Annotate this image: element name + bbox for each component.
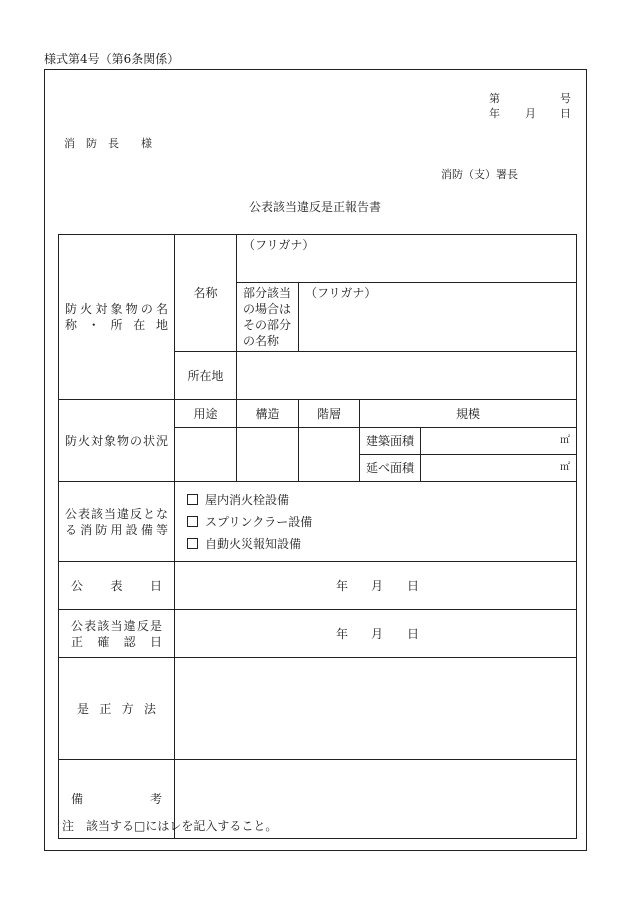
section-name-address <box>59 235 175 400</box>
equipment-options <box>175 482 577 562</box>
option-indoor-hydrant[interactable] <box>175 489 576 511</box>
option-fire-alarm-label: 自動火災報知設備 <box>205 536 302 551</box>
building-area-field[interactable] <box>421 428 577 455</box>
number-suffix: 号 <box>560 92 571 105</box>
partial-label-cell <box>237 283 299 352</box>
correction-date-day: 日 <box>407 626 420 641</box>
structure-header <box>237 400 299 428</box>
date-day: 日 <box>560 107 571 120</box>
section-equipment-label: 公表該当違反となる消防用設備等 <box>65 506 168 537</box>
date-month: 月 <box>525 107 536 120</box>
total-floor-area-field[interactable] <box>421 455 577 482</box>
partial-label: 部分該当の場合はその部分の名称 <box>243 286 292 348</box>
total-floor-area-label-cell <box>360 455 421 482</box>
date-year: 年 <box>489 107 500 120</box>
address-label: 所在地 <box>187 368 224 383</box>
publication-date-label-cell <box>59 562 175 610</box>
floors-field[interactable] <box>299 428 360 482</box>
building-area-label-cell <box>360 428 421 455</box>
total-floor-area-unit: ㎡ <box>560 462 571 473</box>
option-sprinkler[interactable] <box>175 511 576 533</box>
page-title: 公表該当違反是正報告書 <box>248 200 381 214</box>
option-indoor-hydrant-label: 屋内消火栓設備 <box>205 492 290 507</box>
method-field[interactable] <box>175 658 577 760</box>
structure-field[interactable] <box>237 428 299 482</box>
publication-date-day: 日 <box>407 578 420 593</box>
name-label: 名称 <box>193 286 218 300</box>
floors-header <box>299 400 360 428</box>
usage-field[interactable] <box>175 428 237 482</box>
number-prefix: 第 <box>489 92 500 105</box>
method-label-cell <box>59 658 175 760</box>
total-floor-area-label: 延べ面積 <box>365 461 414 475</box>
correction-date-month: 月 <box>371 626 384 641</box>
option-sprinkler-label: スプリンクラー設備 <box>205 514 313 529</box>
checkbox-icon[interactable] <box>187 516 198 527</box>
building-area-unit: ㎡ <box>560 435 571 446</box>
address-label-cell <box>175 352 237 400</box>
building-area-label: 建築面積 <box>365 434 414 448</box>
publication-date-month: 月 <box>371 578 384 593</box>
method-label: 是正方法 <box>77 701 156 716</box>
report-table <box>58 234 577 839</box>
scale-label: 規模 <box>456 406 481 421</box>
remarks-label: 備考 <box>71 792 162 806</box>
checkbox-icon[interactable] <box>187 494 198 505</box>
sender: 消防（支）署長 <box>441 168 518 181</box>
checkbox-icon[interactable] <box>187 538 198 549</box>
section-equipment <box>59 482 175 562</box>
partial-furigana-label: （フリガナ） <box>305 286 377 300</box>
addressee: 消 防 長 様 <box>64 137 152 150</box>
publication-date-year: 年 <box>336 578 349 593</box>
scale-header <box>360 400 577 428</box>
name-label-cell <box>175 235 237 352</box>
name-field[interactable] <box>237 235 577 283</box>
option-fire-alarm[interactable] <box>175 533 576 555</box>
footer-note: 注 該当する□にはレを記入すること。 <box>62 819 278 833</box>
section-status <box>59 400 175 482</box>
correction-date-label-cell <box>59 610 175 658</box>
usage-header <box>175 400 237 428</box>
usage-label: 用途 <box>193 406 218 421</box>
publication-date-label: 公表日 <box>71 578 162 593</box>
partial-name-field[interactable] <box>299 283 577 352</box>
form-id: 様式第4号（第6条関係） <box>44 52 180 66</box>
address-field[interactable] <box>237 352 577 400</box>
section-status-label: 防火対象物の状況 <box>65 433 168 448</box>
correction-date-year: 年 <box>336 626 349 641</box>
section-name-address-label: 防火対象物の名称・所在地 <box>65 302 168 332</box>
correction-date-field[interactable] <box>175 610 577 658</box>
structure-label: 構造 <box>255 406 280 421</box>
floors-label: 階層 <box>316 406 341 421</box>
furigana-label: （フリガナ） <box>243 238 315 252</box>
correction-date-label: 公表該当違反是正確認日 <box>71 618 162 649</box>
publication-date-field[interactable] <box>175 562 577 610</box>
